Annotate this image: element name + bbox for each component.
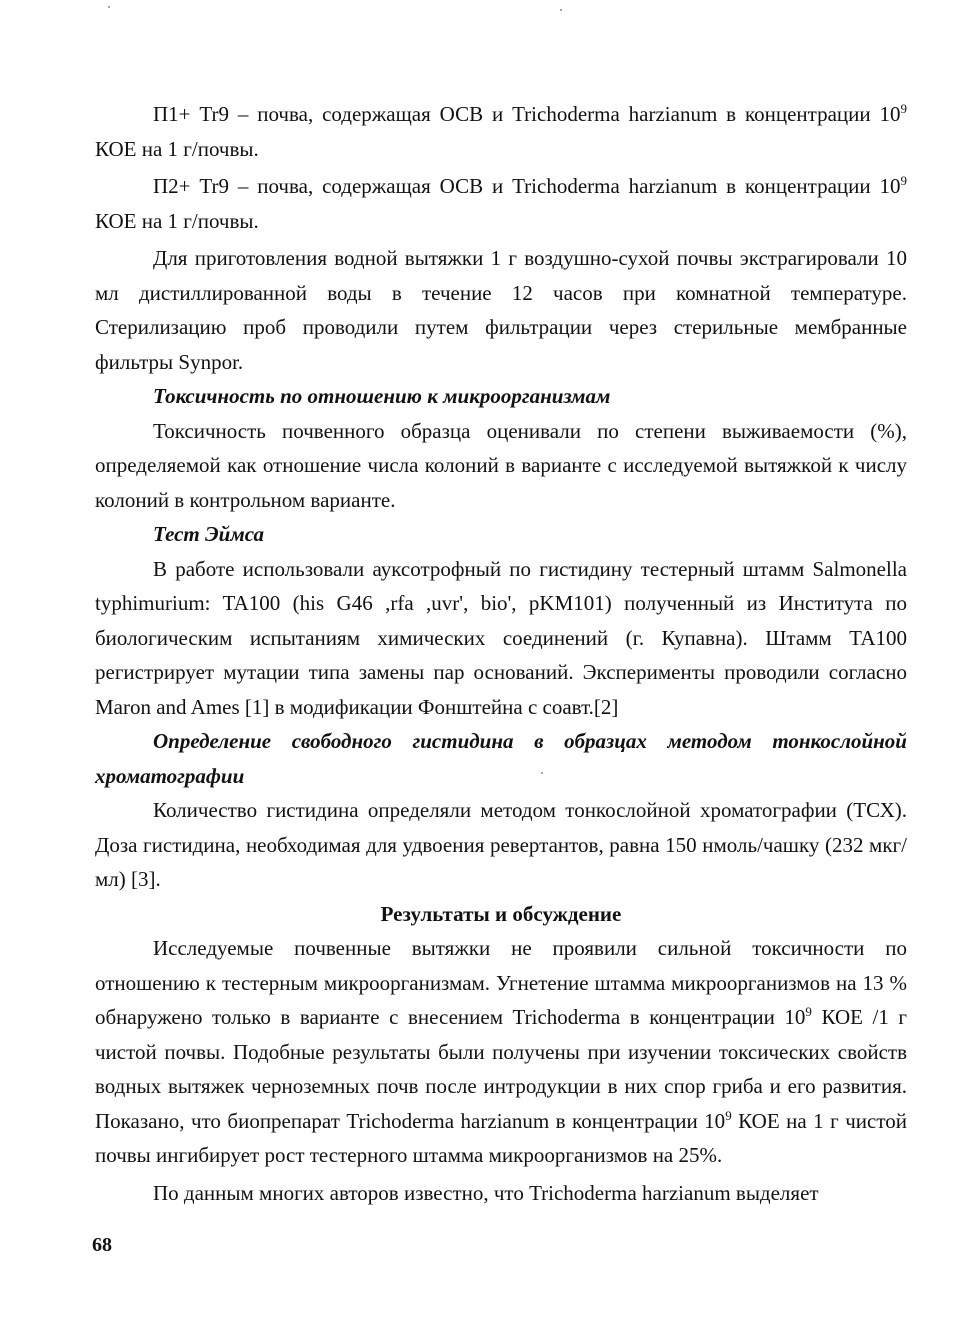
paragraph-p6: Количество гистидина определяли методом тонкослойной хроматографии (ТСХ). Доза гистидина, необходимая для удвоения ревертантов, равна 150 нмоль/чашку (232 мкг/мл) [3].: [95, 798, 907, 891]
p7-superscript-2: 9: [725, 1107, 732, 1123]
scan-speck: [560, 9, 562, 11]
paragraph-p8: По данным многих авторов известно, что Trichoderma harzianum выделяет: [153, 1180, 819, 1205]
p2-superscript: 9: [900, 173, 907, 188]
p1-text: П1+ Tr9 – почва, содержащая ОСВ и Trichoderma harzianum в концентрации 10: [153, 102, 901, 126]
scan-speck: [108, 6, 110, 8]
paragraph-p2: [95, 169, 907, 238]
p1-superscript: 9: [900, 101, 907, 116]
heading-toxicity: Токсичность по отношению к микроорганизмам: [153, 384, 611, 408]
p7-text-c: КОЕ на 1 г чистой почвы ингибирует рост тестерного штамма микроорганизмов на 25%.: [95, 1108, 907, 1167]
p1-text-end: КОЕ на 1 г/почвы.: [95, 136, 259, 161]
paragraph-p7: [95, 931, 907, 1173]
heading-histidine: Определение свободного гистидина в образцах методом тонкослойной хроматографии: [95, 729, 907, 788]
heading-results: Результаты и обсуждение: [380, 901, 622, 926]
paragraph-p1: [95, 97, 907, 166]
scan-speck: [541, 772, 543, 774]
heading-ames-test: Тест Эймса: [153, 522, 265, 546]
paragraph-p4: Токсичность почвенного образца оценивали по степени выживаемости (%), определяемой как отношение числа колоний в варианте с исследуемой вытяжкой к числу колоний в контрольном варианте.: [95, 418, 907, 512]
p7-text-b: КОЕ /1 г чистой почвы. Подобные результаты были получены при изучении токсических свойств водных вытяжек черноземных почв после интродукции в них спор гриба и его развития. Показано, что биопрепарат Trichoderma harzianum в концентрации 10: [95, 1005, 907, 1133]
text-column: [95, 97, 907, 1210]
p7-superscript-1: 9: [805, 1004, 812, 1019]
page-number: 68: [92, 1234, 112, 1256]
p2-text-end: КОЕ на 1 г/почвы.: [95, 208, 259, 233]
p2-text: П2+ Tr9 – почва, содержащая ОСВ и Trichoderma harzianum в концентрации 10: [153, 174, 901, 198]
paragraph-p3: Для приготовления водной вытяжки 1 г воздушно-сухой почвы экстрагировали 10 мл дистиллированной воды в течение 12 часов при комнатной температуре. Стерилизацию проб проводили путем фильтрации через стерильные мембранные фильтры Synpor.: [95, 246, 907, 374]
p7-text-a: Исследуемые почвенные вытяжки не проявили сильной токсичности по отношению к тестерным микроорганизмам. Угнетение штамма микроорганизмов на 13 % обнаружено только в варианте с внесением Trichoderma в концентрации 10: [95, 936, 907, 1029]
paragraph-p5: В работе использовали ауксотрофный по гистидину тестерный штамм Salmonella typhimurium: TA100 (his G46 ,rfa ,uvr', bio', pKM101) полученный из Института по биологическим испытаниям химических соединений (г. Купавна). Штамм TA100 регистрирует мутации типа замены пар оснований. Эксперименты проводили согласно Maron and Ames [1] в модификации Фонштейна с соавт.[2]: [95, 556, 907, 719]
